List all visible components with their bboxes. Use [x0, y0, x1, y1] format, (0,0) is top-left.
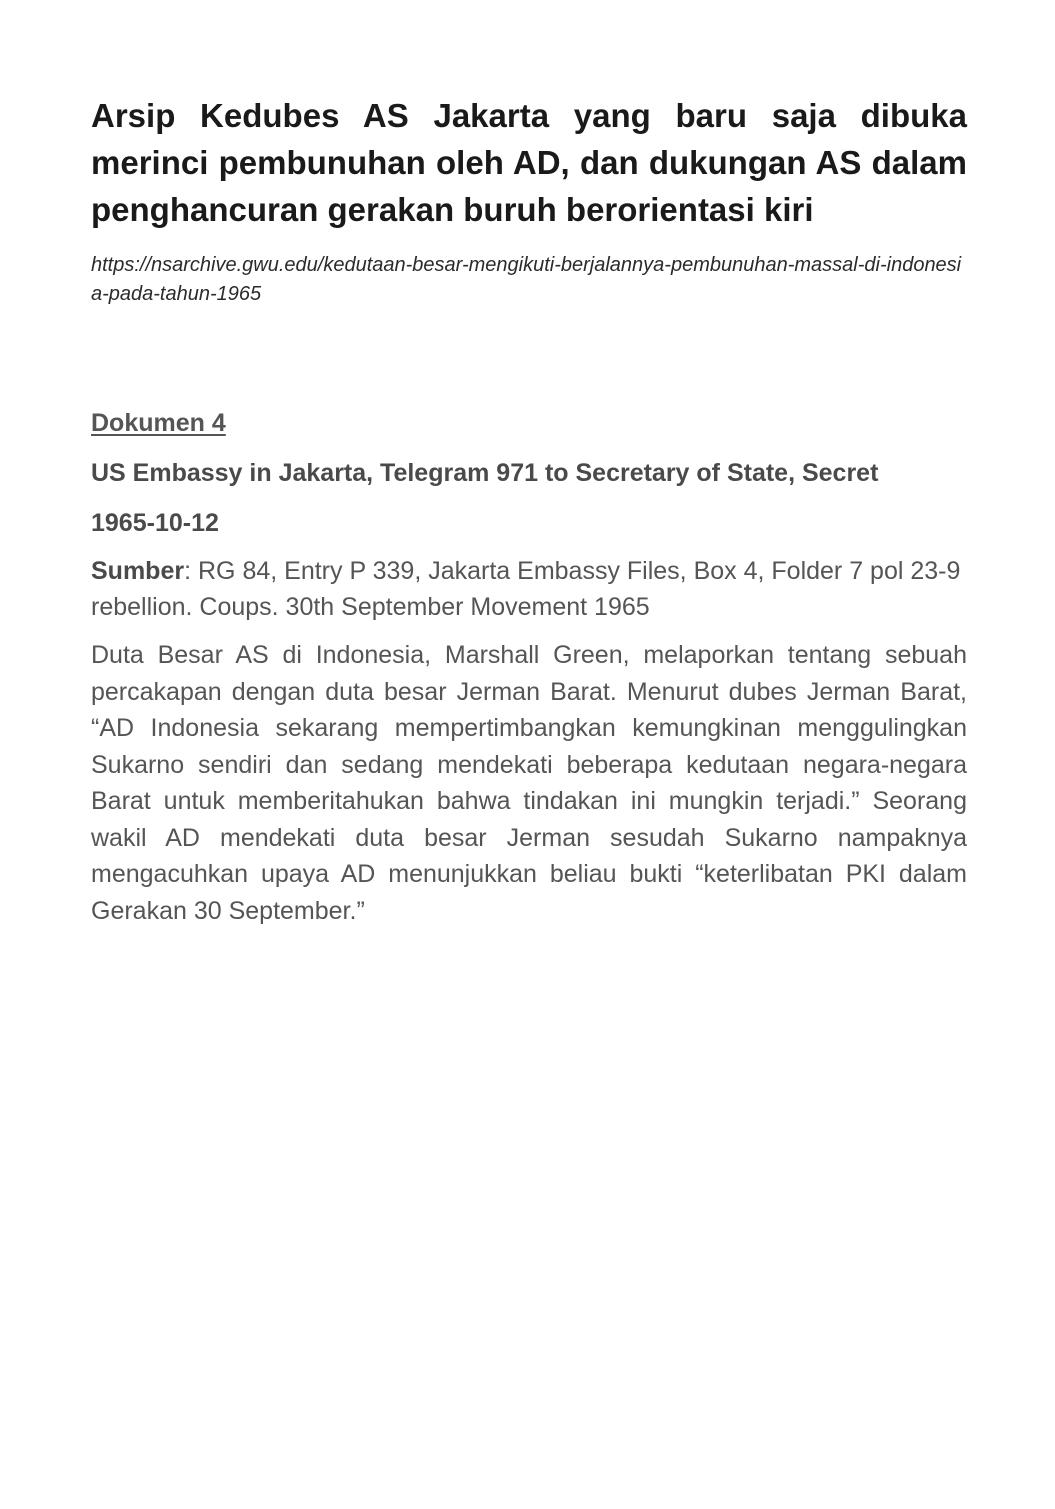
source-url: https://nsarchive.gwu.edu/kedutaan-besar-mengikuti-berjalannya-pembunuhan-massal-di-indonesia-pada-tahun-1965 — [91, 254, 962, 305]
document-date: 1965-10-12 — [91, 509, 219, 537]
source-citation — [91, 553, 967, 625]
source-text: RG 84, Entry P 339, Jakarta Embassy Files, Box 4, Folder 7 pol 23-9 rebellion. Coups. 30th September Movement 1965 — [91, 557, 961, 621]
source-label: Sumber — [91, 557, 185, 585]
document-page — [91, 92, 967, 954]
document-title: US Embassy in Jakarta, Telegram 971 to Secretary of State, Secret — [91, 459, 879, 487]
source-separator: : — [184, 557, 198, 585]
article-title: Arsip Kedubes AS Jakarta yang baru saja dibuka merinci pembunuhan oleh AD, dan dukungan AS dalam penghancuran gerakan buruh berorientasi kiri — [91, 97, 967, 228]
document-label: Dokumen 4 — [91, 409, 226, 437]
document-summary: Duta Besar AS di Indonesia, Marshall Green, melaporkan tentang sebuah percakapan dengan duta besar Jerman Barat. Menurut dubes Jerman Barat, “AD Indonesia sekarang mempertimbangkan kemungkinan menggulingkan Sukarno sendiri dan sedang mendekati beberapa kedutaan negara-negara Barat untuk memberitahukan bahwa tindakan ini mungkin terjadi.” Seorang wakil AD mendekati duta besar Jerman sesudah Sukarno nampaknya mengacuhkan upaya AD menunjukkan beliau bukti “keterlibatan PKI dalam Gerakan 30 September.” — [91, 641, 967, 925]
